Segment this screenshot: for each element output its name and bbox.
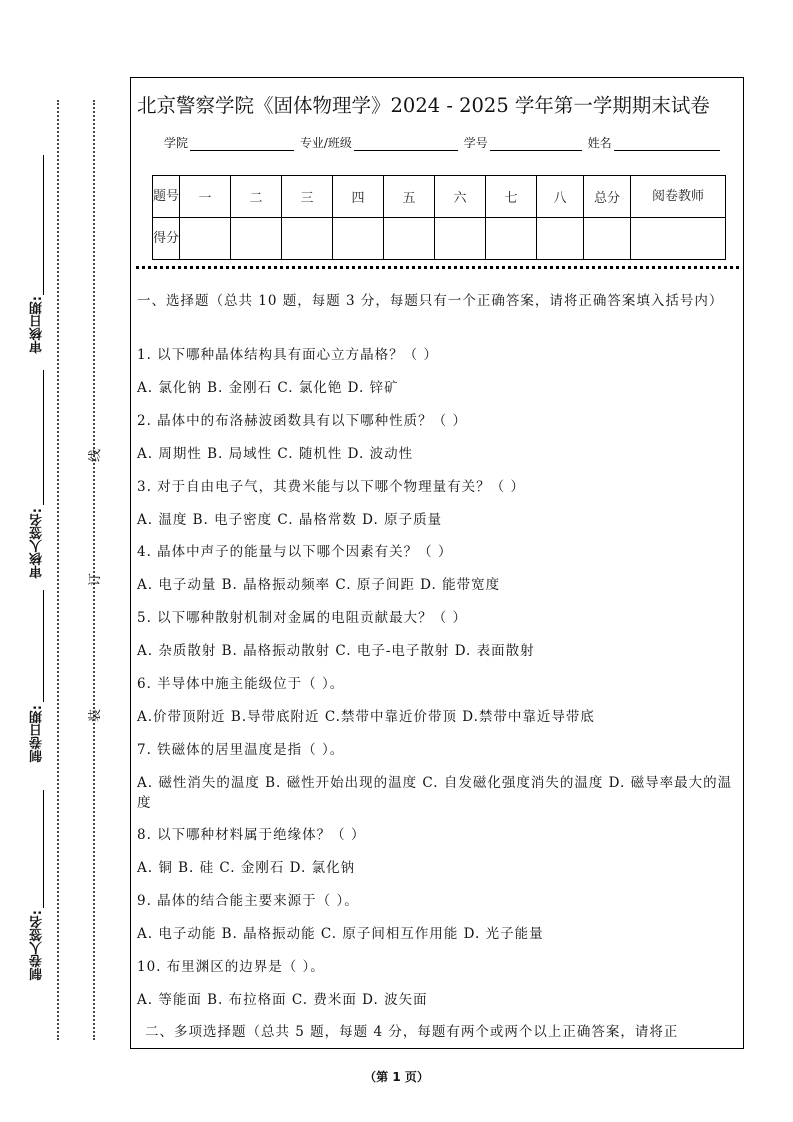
page-number: （第 1 页）: [364, 1070, 429, 1084]
score-col-3: 三: [282, 176, 333, 218]
exam-date-label: 制卷日期:: [30, 705, 45, 763]
reviewer-signature-label: 审核人签名:: [30, 508, 45, 579]
score-table-header-row: [153, 176, 726, 218]
score-col-7: 七: [486, 176, 537, 218]
review-date-line: [43, 155, 44, 295]
section1-heading: 一、选择题（总共 10 题，每题 3 分，每题只有一个正确答案，请将正确答案填入括号内）: [137, 293, 724, 309]
score-col-1: 一: [180, 176, 231, 218]
score-cell-3[interactable]: [282, 218, 333, 260]
review-date-label: 审核日期:: [30, 296, 45, 354]
question-8: 8. 以下哪种材料属于绝缘体？（ ）: [137, 827, 366, 843]
score-table-row-header-score: 得分: [153, 218, 180, 260]
score-cell-6[interactable]: [435, 218, 486, 260]
score-cell-1[interactable]: [180, 218, 231, 260]
binding-mark-bind: 装: [88, 708, 104, 723]
score-cell-7[interactable]: [486, 218, 537, 260]
question-3: 3. 对于自由电子气，其费米能与以下哪个物理量有关？（ ）: [137, 479, 525, 495]
score-cell-4[interactable]: [333, 218, 384, 260]
score-col-8: 八: [537, 176, 584, 218]
score-table-row-header-question: 题号: [153, 176, 180, 218]
field-blank-college[interactable]: [190, 138, 294, 151]
score-table: [152, 175, 726, 260]
student-info-row: [164, 134, 722, 151]
margin-dotted-line-left: [57, 100, 59, 1040]
score-col-6: 六: [435, 176, 486, 218]
question-4: 4. 晶体中声子的能量与以下哪个因素有关？（ ）: [137, 544, 453, 560]
question-2-options: A. 周期性 B. 局域性 C. 随机性 D. 波动性: [137, 446, 414, 462]
question-10-options: A. 等能面 B. 布拉格面 C. 费米面 D. 波矢面: [137, 992, 428, 1008]
question-5: 5. 以下哪种散射机制对金属的电阻贡献最大？（ ）: [137, 610, 467, 626]
reviewer-signature-line: [43, 370, 44, 505]
exam-paper-frame: [130, 77, 744, 1049]
score-col-4: 四: [333, 176, 384, 218]
score-col-grader: 阅卷教师: [631, 176, 726, 218]
score-table-score-row: [153, 218, 726, 260]
field-label-major-class: 专业/班级: [299, 136, 352, 150]
score-col-2: 二: [231, 176, 282, 218]
question-9-options: A. 电子动能 B. 晶格振动能 C. 原子间相互作用能 D. 光子能量: [137, 926, 544, 942]
examiner-signature-label: 制卷人签名:: [30, 910, 45, 981]
score-cell-5[interactable]: [384, 218, 435, 260]
field-label-name: 姓名: [587, 136, 612, 150]
question-9: 9. 晶体的结合能主要来源于（ ）。: [137, 893, 359, 909]
score-cell-total[interactable]: [584, 218, 631, 260]
question-6-options: A.价带顶附近 B.导带底附近 C.禁带中靠近价带顶 D.禁带中靠近导带底: [137, 709, 595, 725]
score-col-5: 五: [384, 176, 435, 218]
question-1: 1. 以下哪种晶体结构具有面心立方晶格？（ ）: [137, 347, 438, 363]
question-1-options: A. 氯化钠 B. 金刚石 C. 氯化铯 D. 锌矿: [137, 380, 399, 396]
question-6: 6. 半导体中施主能级位于（ ）。: [137, 676, 345, 692]
score-cell-8[interactable]: [537, 218, 584, 260]
score-col-total: 总分: [584, 176, 631, 218]
exam-date-line: [43, 590, 44, 702]
score-cell-grader[interactable]: [631, 218, 726, 260]
question-8-options: A. 铜 B. 硅 C. 金刚石 D. 氯化钠: [137, 860, 356, 876]
question-3-options: A. 温度 B. 电子密度 C. 晶格常数 D. 原子质量: [137, 512, 443, 528]
field-blank-name[interactable]: [614, 138, 720, 151]
question-7: 7. 铁磁体的居里温度是指（ ）。: [137, 742, 345, 758]
binding-mark-staple: 订: [88, 572, 104, 587]
examiner-signature-line: [43, 790, 44, 908]
field-label-student-id: 学号: [463, 136, 488, 150]
binding-mark-line: 线: [88, 448, 104, 463]
question-7-options: A. 磁性消失的温度 B. 磁性开始出现的温度 C. 自发磁化强度消失的温度 D. 磁导率最大的温度: [137, 775, 733, 811]
field-blank-student-id[interactable]: [490, 138, 582, 151]
question-10: 10. 布里渊区的边界是（ ）。: [137, 959, 325, 975]
question-4-options: A. 电子动量 B. 晶格振动频率 C. 原子间距 D. 能带宽度: [137, 577, 501, 593]
section2-heading: 二、多项选择题（总共 5 题，每题 4 分，每题有两个或两个以上正确答案，请将正: [145, 1024, 679, 1040]
question-2: 2. 晶体中的布洛赫波函数具有以下哪种性质？（ ）: [137, 413, 467, 429]
question-5-options: A. 杂质散射 B. 晶格振动散射 C. 电子-电子散射 D. 表面散射: [137, 643, 535, 659]
exam-title: 北京警察学院《固体物理学》2024 - 2025 学年第一学期期末试卷: [137, 94, 710, 117]
score-cell-2[interactable]: [231, 218, 282, 260]
field-label-college: 学院: [164, 136, 189, 150]
field-blank-major-class[interactable]: [354, 138, 458, 151]
section-divider-dotted: [136, 266, 739, 269]
